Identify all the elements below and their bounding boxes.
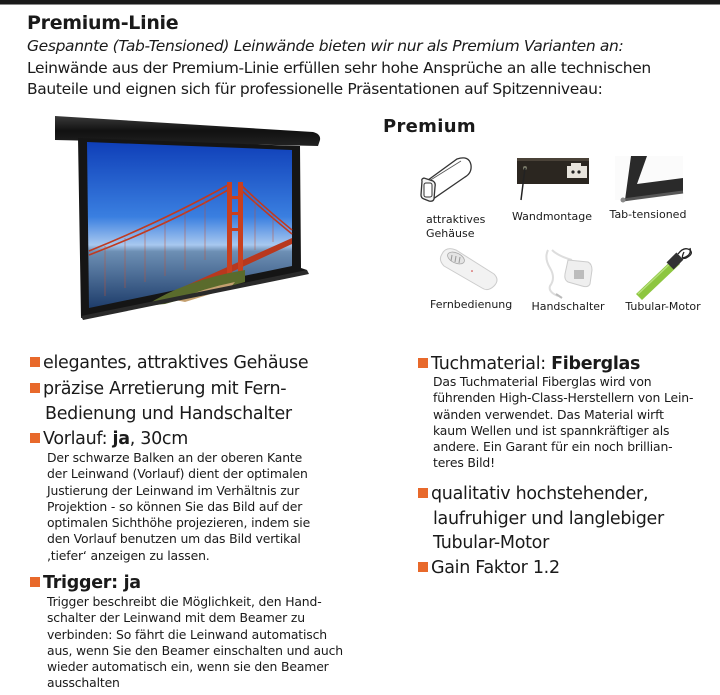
feature-label: Tab-tensioned <box>609 208 687 221</box>
intro-line-1: Leinwände aus der Premium-Linie erfüllen sehr hohe Ansprüche an alle technischen <box>27 59 651 77</box>
feature-tubular-motor <box>618 244 708 314</box>
hand-switch-icon <box>538 244 598 300</box>
wall-mount-icon <box>513 156 591 204</box>
product-image <box>45 110 325 320</box>
top-rule-shadow <box>0 4 720 5</box>
premium-title: Premium <box>383 116 476 137</box>
feature-label: Fernbedienung <box>430 298 513 311</box>
feature-label-line1: attraktives <box>426 213 486 226</box>
bullet-tuchmaterial: Tuchmaterial: Fiberglas <box>418 353 640 375</box>
page-title: Premium-Linie <box>27 12 179 34</box>
subtitle: Gespannte (Tab-Tensioned) Leinwände bieten wir nur als Premium Varianten an: <box>27 37 624 55</box>
tubular-motor-icon <box>628 244 698 300</box>
intro-text <box>27 58 717 100</box>
feature-hand-switch <box>528 244 608 314</box>
bullet-tubular-motor: qualitativ hochstehender, <box>418 483 648 505</box>
bullet-square-icon <box>30 357 40 367</box>
housing-icon <box>419 153 477 207</box>
bullet-tubular-motor-cont1: laufruhiger und langlebiger <box>433 509 664 529</box>
intro-line-2: Bauteile und eignen sich für professionelle Präsentationen auf Spitzenniveau: <box>27 80 603 98</box>
feature-remote-control <box>422 244 512 312</box>
bullet-square-icon <box>30 433 40 443</box>
tab-tensioned-icon <box>611 154 685 204</box>
feature-tab-tensioned <box>606 154 690 222</box>
feature-label: Handschalter <box>531 300 605 313</box>
bullet-trigger: Trigger: ja <box>30 572 141 594</box>
projection-screen-illustration <box>45 110 325 320</box>
bullet-arretierung-cont: Bedienung und Handschalter <box>45 404 292 424</box>
trigger-description: Trigger beschreibt die Möglichkeit, den Hand- schalter der Leinwand mit dem Beamer zu verbinden: So fährt die Leinwand automatisch aus, wenn Sie den Beamer einschalten und auch wieder automatisch ein, wenn sie den Beamer ausschalten <box>47 594 343 691</box>
bullet-square-icon <box>418 358 428 368</box>
feature-housing <box>418 153 486 241</box>
bullet-vorlauf: Vorlauf: ja, 30cm <box>30 428 188 450</box>
feature-wall-mount <box>508 156 596 224</box>
bullet-square-icon <box>418 562 428 572</box>
bullet-square-icon <box>30 577 40 587</box>
vorlauf-description: Der schwarze Balken an der oberen Kante der Leinwand (Vorlauf) dient der optimalen Justierung der Leinwand im Verhältnis zur Projektion - so können Sie das Bild auf der optimalen Sichthöhe projezieren, indem sie den Vorlauf benutzen um das Bild vertikal ‚tiefer‘ anzeigen zu lassen. <box>47 450 311 563</box>
bullet-gain-factor: Gain Faktor 1.2 <box>418 557 560 579</box>
bullet-square-icon <box>418 488 428 498</box>
feature-label: Wandmontage <box>511 210 593 223</box>
tuchmaterial-description: Das Tuchmaterial Fiberglas wird von führenden High-Class-Herstellern von Lein- wänden verwendet. Das Material wirft kaum Wellen und ist spannkräftiger als andere. Ein Garant für ein noch brillian- teres Bild! <box>433 374 694 471</box>
bullet-arretierung: präzise Arretierung mit Fern- <box>30 378 286 400</box>
remote-control-icon <box>432 244 502 294</box>
bullet-housing: elegantes, attraktives Gehäuse <box>30 352 308 374</box>
feature-label-line2: Gehäuse <box>426 227 475 240</box>
bullet-square-icon <box>30 383 40 393</box>
bullet-tubular-motor-cont2: Tubular-Motor <box>433 533 549 553</box>
feature-label: Tubular-Motor <box>625 300 701 313</box>
